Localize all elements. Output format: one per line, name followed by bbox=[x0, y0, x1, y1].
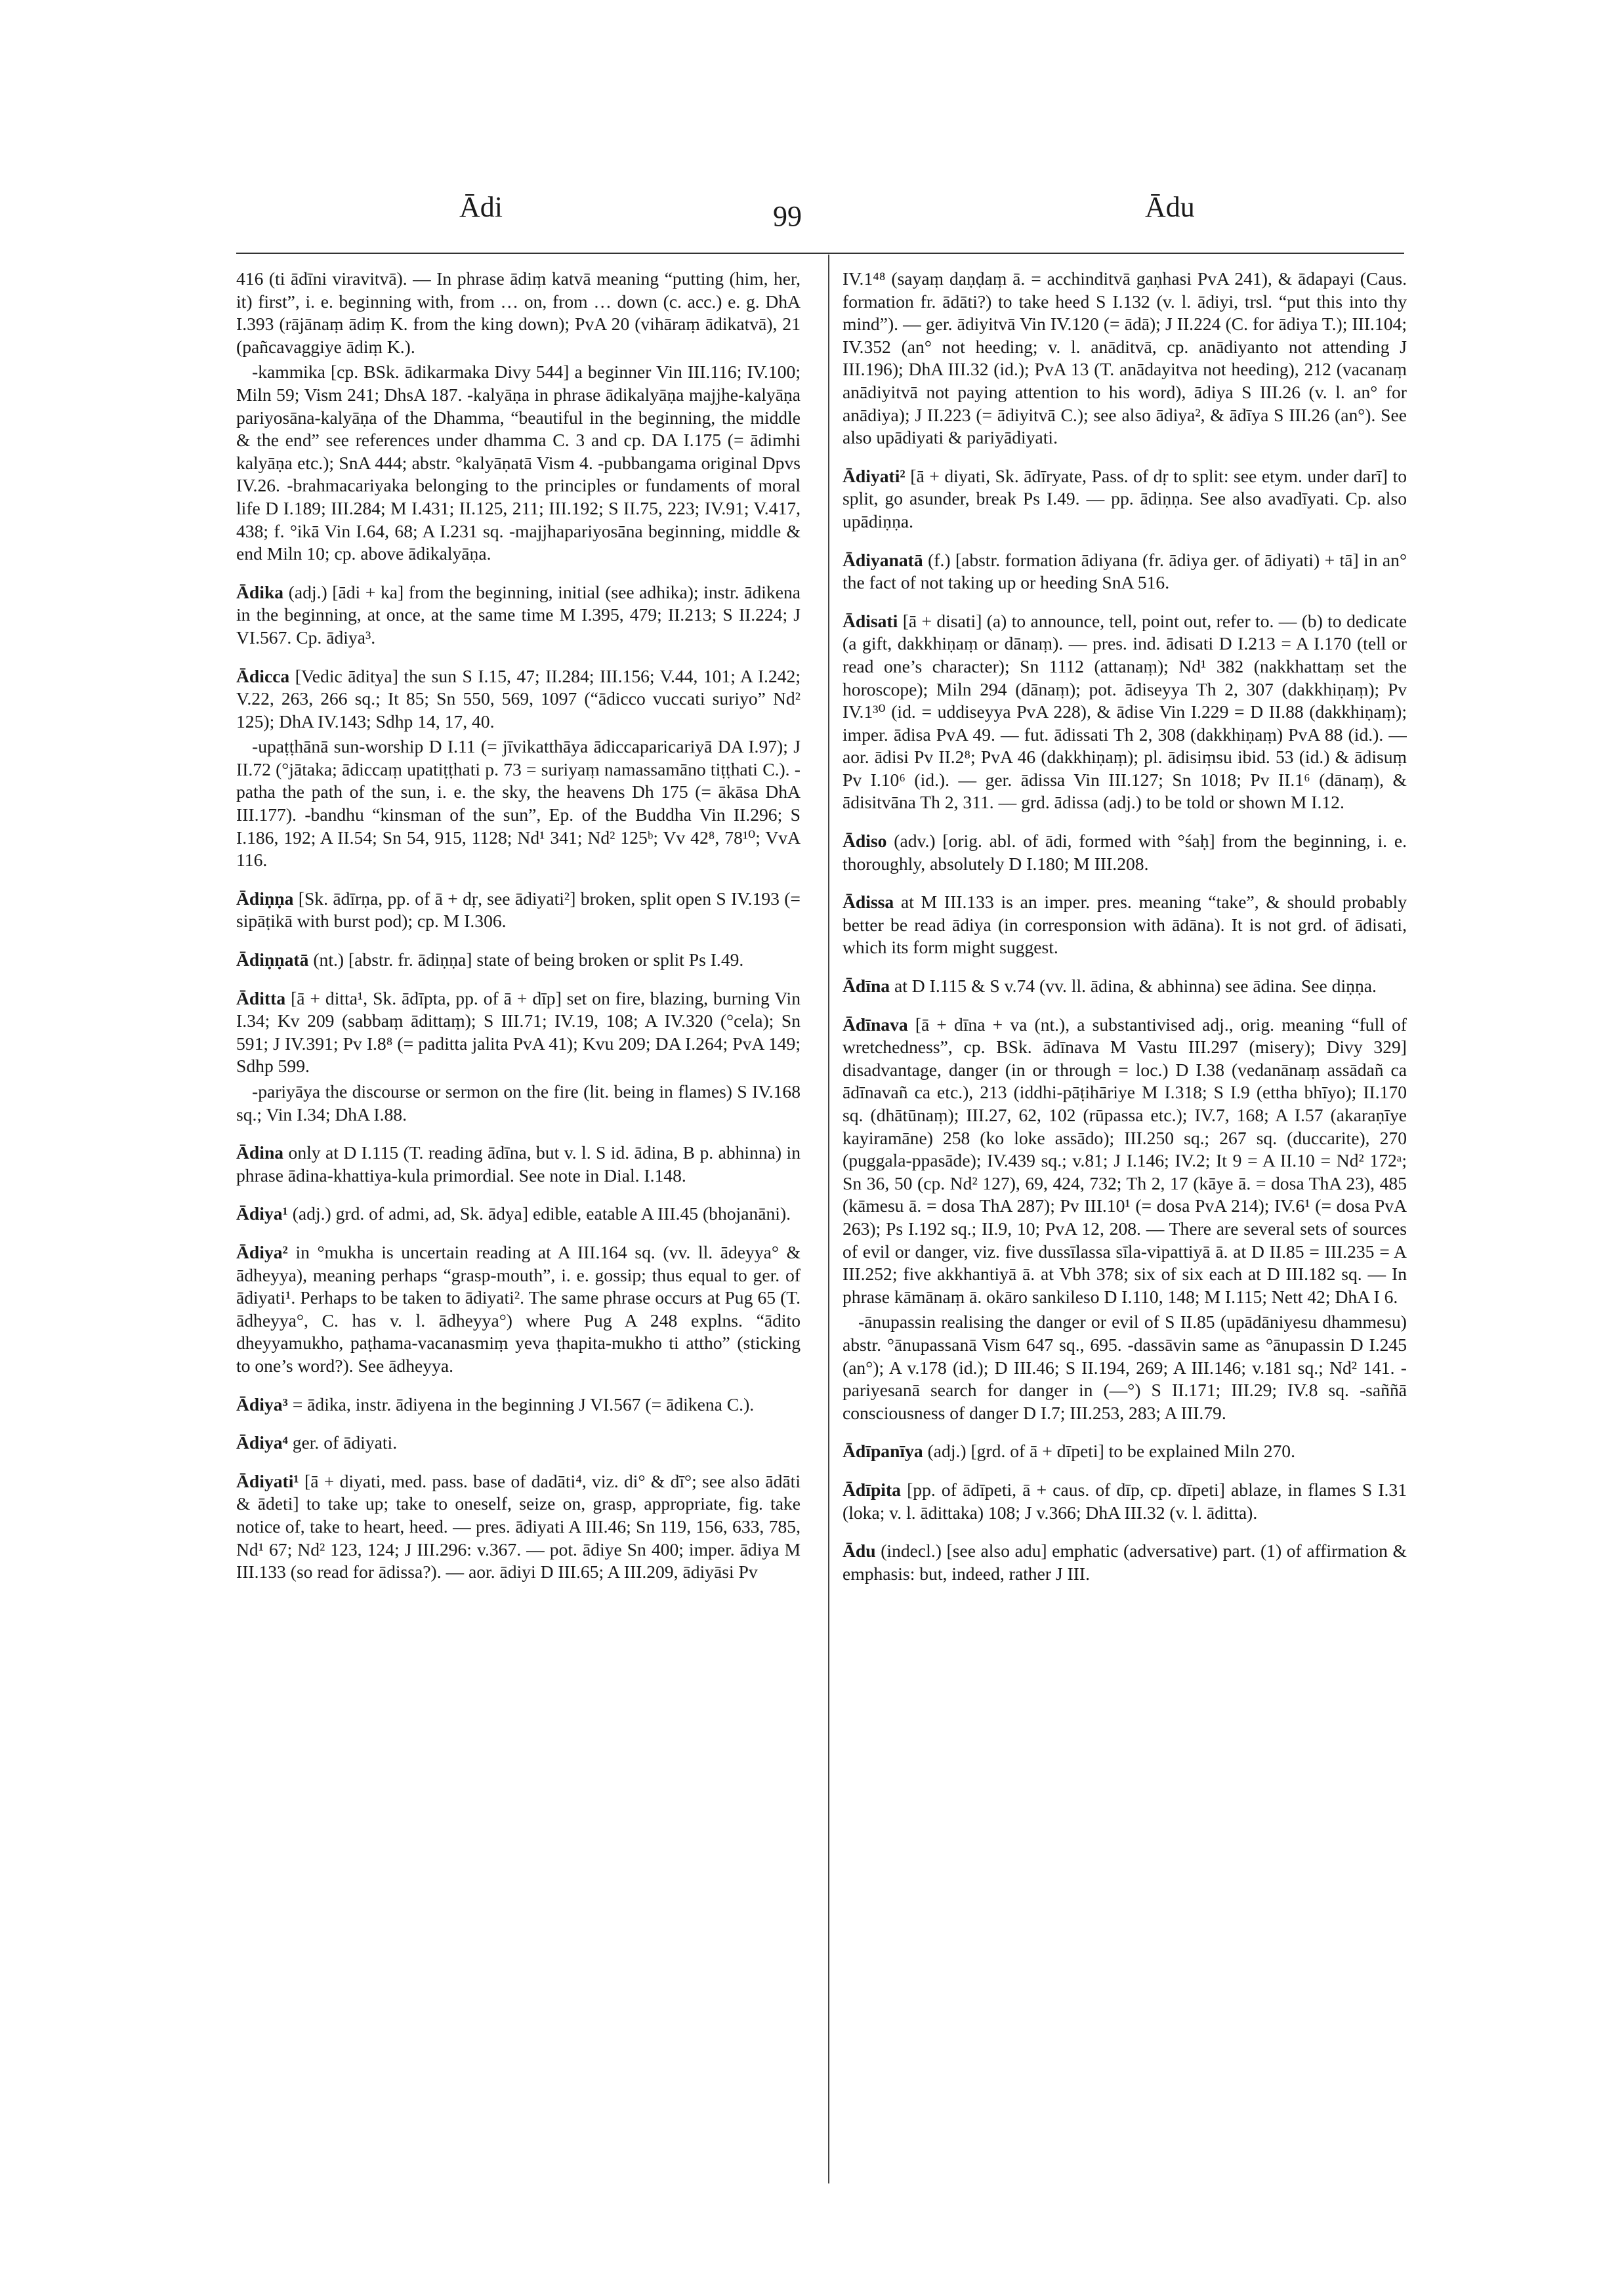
right-column bbox=[843, 268, 1407, 2236]
dictionary-entry-adiya3 bbox=[236, 1394, 801, 1416]
entry-text: (f.) [abstr. formation ādiyana (fr. ādiya ger. of ādiyati) + tā] in an° the fact of not taking up or heeding SnA 516. bbox=[843, 549, 1407, 593]
entry-text: [ā + ditta¹, Sk. ādīpta, pp. of ā + dīp] set on fire, blazing, burning Vin I.34; Kv 209 (sabbaṃ ādittaṃ); S III.71; IV.19, 108; A IV.320 (°cela); Sn 591; J IV.391; Pv I.8⁸ (= paditta jalita PvA 41); Kvu 209; DA I.264; PvA 149; Sdhp 599. bbox=[236, 987, 801, 1077]
entry-text: (adj.) [grd. of ā + dīpeti] to be explained Miln 270. bbox=[927, 1441, 1295, 1462]
entry-headword: Ādiṇṇa bbox=[236, 888, 294, 909]
entry-headword: Ādīna bbox=[843, 976, 890, 997]
entry-text: (adj.) grd. of admi, ad, Sk. ādya] edible, eatable A III.45 (bhojanāni). bbox=[292, 1203, 791, 1224]
entry-headword: Ādiyati² bbox=[843, 465, 906, 486]
entry-text: -kammika [cp. BSk. ādikarmaka Divy 544] a beginner Vin III.116; IV.100; Miln 59; Vism 241; DhsA 187. -kalyāṇa in phrase ādikalyāṇa majjhe-kalyāṇa pariyosāna-kalyāṇa of the Dhamma, “beautiful in the beginning, the middle & the end” see references under dhamma C. 3 and cp. DA I.175 (= ādimhi kalyāṇa etc.); SnA 444; abstr. °kalyāṇatā Vism 4. -pubbangama original Dpvs IV.26. -brahmacariyaka belonging to the principles or fundaments of moral life D I.189; III.284; M I.431; II.125, 211; III.192; S II.75, 223; IV.91; V.417, 438; f. °ikā Vin I.64, 68; A I.231 sq. -majjhapariyosāna beginning, middle & end Miln 10; cp. above ādikalyāṇa. bbox=[236, 362, 801, 564]
dictionary-entry-adisati bbox=[843, 610, 1407, 814]
entry-text: -upaṭṭhānā sun-worship D I.11 (= jīvikatthāya ādiccaparicariyā DA I.97); J II.72 (°jātaka; ādiccaṃ upatiṭṭhati p. 73 = suriyaṃ namassamāno tiṭṭhati C.). -patha the path of the sun, i. e. the sky, the heavens Dh 175 (= ākāsa DhA III.177). -bandhu “kinsman of the sun”, Ep. of the Buddha Vin II.296; S I.186, 192; A II.54; Sn 54, 915, 1128; Nd¹ 341; Nd² 125ᵇ; Vv 42⁸, 78¹⁰; VvA 116. bbox=[236, 736, 801, 871]
entry-text: only at D I.115 (T. reading ādīna, but v. l. S id. ādina, B p. abhinna) in phrase ādina-khattiya-kula primordial. See note in Dial. I.148. bbox=[236, 1142, 801, 1186]
entry-headword: Ādissa bbox=[843, 892, 894, 913]
entry-text: [Vedic āditya] the sun S I.15, 47; II.284; III.156; V.44, 101; A I.242; V.22, 263, 266 sq.; It 85; Sn 550, 569, 1097 (“ādicco vuccati suriyo” Nd² 125); DhA IV.143; Sdhp 14, 17, 40. bbox=[236, 665, 801, 732]
dictionary-entry-adika bbox=[236, 581, 801, 650]
dictionary-entry-adiso bbox=[843, 830, 1407, 875]
entry-text: ger. of ādiyati. bbox=[292, 1432, 398, 1453]
left-column bbox=[236, 268, 801, 2236]
dictionary-entry-adiyati1 bbox=[236, 1470, 801, 1584]
entry-headword: Ādicca bbox=[236, 665, 290, 686]
dictionary-entry-adiya2 bbox=[236, 1241, 801, 1378]
entry-text: [pp. of ādīpeti, ā + caus. of dīp, cp. dīpeti] ablaze, in flames S I.31 (loka; v. l. ādittaka) 108; J v.366; DhA III.32 (v. l. āditta). bbox=[843, 1479, 1407, 1523]
entry-text: (indecl.) [see also adu] emphatic (adversative) part. (1) of affirmation & emphasis: but, indeed, rather J III. bbox=[843, 1540, 1407, 1584]
entry-headword: Ādīpita bbox=[843, 1479, 901, 1500]
page-number: 99 bbox=[773, 200, 802, 232]
dictionary-entry-adinava bbox=[843, 1014, 1407, 1309]
entry-headword: Ādika bbox=[236, 581, 284, 602]
entry-text: -ānupassin realising the danger or evil of S II.85 (upādāniyesu dhammesu) abstr. °ānupassanā Vism 647 sq., 695. -dassāvin same as °ānupassin D I.245 (an°); A v.178 (id.); D III.46; S II.194, 269; A III.146; v.181 sq.; Nd² 141. -pariyesanā search for danger in (—°) S II.171; III.29; IV.8 sq. -saññā consciousness of danger D I.7; III.253, 283; A III.79. bbox=[843, 1312, 1407, 1423]
entry-text: (adj.) [ādi + ka] from the beginning, initial (see adhika); instr. ādikena in the beginning, at once, at the same time M I.395, 479; II.213; S II.224; J VI.567. Cp. ādiya³. bbox=[236, 581, 801, 648]
right-running-head: Ādu bbox=[1145, 191, 1195, 223]
entry-headword: Ādiya³ bbox=[236, 1394, 288, 1415]
entry-headword: Ādiṇṇatā bbox=[236, 949, 309, 970]
dictionary-entry-adina2 bbox=[843, 975, 1407, 998]
entry-text: [ā + dīna + va (nt.), a substantivised adj., orig. meaning “full of wretchedness”, cp. BSk. ādīnava M Vastu III.297 (misery); Divy 329] disadvantage, danger (in or through = loc.) D I.38 (vedanānaṃ assādañ ca ādīnavañ ca etc.), 213 (iddhi-pāṭihāriye M I.318; S I.9 (ettha bhīyo); II.170 sq. (dhātūnaṃ); III.27, 62, 102 (rūpassa etc.); IV.7, 168; A I.57 (akaraṇīye kayiramāne) 258 (ko loke assādo); III.250 sq.; 267 sq. (duccarite), 270 (puggala-ppasāde); IV.439 sq.; v.81; J I.146; IV.2; It 9 = A II.10 = Nd² 172ᵃ; Sn 36, 50 (cp. Nd² 127), 69, 424, 732; Th 2, 17 (kāye ā. = dosa ThA 23), 485 (kāmesu ā. = dosa ThA 287); Pv III.10¹ (= dosa PvA 214); IV.6¹ (= dosa PvA 263); Ps I.192 sq.; II.9, 10; PvA 12, 208. — There are several sets of sources of evil or danger, viz. five dussīlassa sīla-vipattiyā ā. at D II.85 = III.235 = A III.252; five akkhantiyā ā. at Vbh 378; six of six each at D III.182 sq. — In phrase kāmānaṃ ā. okāro sankileso D I.110, 148; M I.115; Nett 42; DhA I 6. bbox=[843, 1014, 1407, 1307]
entry-text: [ā + diyati, med. pass. base of dadāti⁴, viz. di° & dī°; see also ādāti & ādeti] to take up; take to oneself, seize on, grasp, appropriate, fig. take notice of, take to heart, heed. — pres. ādiyati A III.46; Sn 119, 156, 633, 785, Nd¹ 67; Nd² 123, 124; J III.296: v.367. — pot. ādiye Sn 400; imper. ādiya M III.133 (so read for ādissa?). — aor. ādiyi D III.65; A III.209, ādiyāsi Pv bbox=[236, 1470, 801, 1582]
dictionary-entry-adinna bbox=[236, 888, 801, 933]
dictionary-entry-adipaniya bbox=[843, 1440, 1407, 1463]
entry-headword: Ādu bbox=[843, 1540, 876, 1561]
dictionary-entry-adiyati2 bbox=[843, 465, 1407, 533]
column-divider bbox=[828, 255, 829, 2183]
dictionary-entry-adissa bbox=[843, 891, 1407, 959]
dictionary-entry-adinava-sub bbox=[843, 1311, 1407, 1424]
page-header bbox=[0, 190, 1624, 243]
entry-text: [Sk. ādīrṇa, pp. of ā + dṛ, see ādiyati²] broken, split open S IV.193 (= sipāṭikā with burst pod); cp. M I.306. bbox=[236, 888, 801, 932]
entry-headword: Ādīnava bbox=[843, 1014, 908, 1035]
dictionary-entry-adicca-sub bbox=[236, 735, 801, 872]
left-running-head: Ādi bbox=[459, 191, 503, 223]
entry-text: [ā + diyati, Sk. ādīryate, Pass. of dṛ to split: see etym. under darī] to split, go asunder, break Ps I.49. — pp. ādiṇṇa. See also avadīyati. Cp. also upādiṇṇa. bbox=[843, 465, 1407, 531]
entry-headword: Ādisati bbox=[843, 610, 898, 631]
entry-headword: Ādina bbox=[236, 1142, 284, 1163]
entry-headword: Ādiyanatā bbox=[843, 549, 923, 570]
entry-headword: Ādiyati¹ bbox=[236, 1470, 299, 1491]
dictionary-entry-adipita bbox=[843, 1479, 1407, 1524]
entry-text: at M III.133 is an imper. pres. meaning “take”, & should probably better be read ādiya (in corresponsion with ādāna). It is not grd. of ādisati, which its form might suggest. bbox=[843, 892, 1407, 958]
entry-headword: Ādiso bbox=[843, 831, 887, 852]
entry-text: [ā + disati] (a) to announce, tell, point out, refer to. — (b) to dedicate (a gift, dakkhiṇaṃ or dānaṃ). — pres. ind. ādisati D I.213 = A I.170 (tell or read one’s character); Sn 1112 (attanaṃ); Nd¹ 382 (nakkhattaṃ set the horoscope); Miln 294 (dānaṃ); pot. ādiseyya Th 2, 307 (dakkhiṇaṃ); Pv IV.1³⁰ (id. = uddiseyya PvA 228), & ādise Vin I.229 = D II.88 (dakkhiṇaṃ); imper. ādisa PvA 49. — fut. ādissati Th 2, 308 (dakkhiṇaṃ) PvA 88 (id.). — aor. ādisi Pv II.2⁸; PvA 46 (dakkhiṇaṃ); pl. ādisiṃsu ibid. 53 (id.) & ādisuṃ Pv I.10⁶ (id.). — ger. ādissa Vin III.127; Sn 1018; Pv II.1⁶ (dānaṃ), & ādisitvāna Th 2, 311. — grd. ādissa (adj.) to be told or shown M I.12. bbox=[843, 610, 1407, 813]
dictionary-entry-adinnata bbox=[236, 949, 801, 972]
entry-text: IV.1⁴⁸ (sayaṃ daṇḍaṃ ā. = acchinditvā gaṇhasi PvA 241), & ādapayi (Caus. formation fr. ādāti?) to take heed S I.132 (v. l. ādiyi, trsl. “put this into thy mind”). — ger. ādiyitvā Vin IV.120 (= ādā); J II.224 (C. for ādiya T.); III.104; IV.352 (an° not heeding; v. l. anāditvā, cp. anādiyanto not attending J III.196); DhA III.32 (id.); PvA 13 (T. anādayitva not heeding), 212 (vacanaṃ anādiyitvā not paying attention to his word), ādiya S III.26 (v. l. an° for anādiya); J II.223 (= ādiyitvā C.); see also ādiya², & ādīya S III.26 (an°). See also upādiyati & pariyādiyati. bbox=[843, 268, 1407, 448]
dictionary-entry-adiyati1-cont bbox=[843, 268, 1407, 449]
entry-headword: Ādiya⁴ bbox=[236, 1432, 288, 1453]
entry-text: (adv.) [orig. abl. of ādi, formed with °śaḥ] from the beginning, i. e. thoroughly, absolutely D I.180; M III.208. bbox=[843, 831, 1407, 874]
dictionary-entry-adiyanata bbox=[843, 549, 1407, 594]
entry-text: 416 (ti ādīni viravitvā). — In phrase ādiṃ katvā meaning “putting (him, her, it) first”, i. e. beginning with, from … on, from … down (c. acc.) e. g. DhA I.393 (rājānaṃ ādiṃ K. from the king down); PvA 20 (vihāraṃ ādikatvā), 21 (pañcavaggiye ādiṃ K.). bbox=[236, 268, 801, 357]
entry-headword: Ādiya² bbox=[236, 1241, 288, 1262]
dictionary-entry-adiya1 bbox=[236, 1203, 801, 1226]
dictionary-entry-adi-kammika bbox=[236, 361, 801, 565]
entry-text: = ādika, instr. ādiyena in the beginning J VI.567 (= ādikena C.). bbox=[292, 1394, 755, 1415]
entry-headword: Āditta bbox=[236, 987, 286, 1008]
dictionary-entry-aditta-sub bbox=[236, 1081, 801, 1126]
dictionary-entry-adina bbox=[236, 1142, 801, 1187]
entry-text: -pariyāya the discourse or sermon on the fire (lit. being in flames) S IV.168 sq.; Vin I.34; DhA I.88. bbox=[236, 1081, 801, 1125]
entry-headword: Ādiya¹ bbox=[236, 1203, 288, 1224]
header-rule bbox=[236, 253, 1404, 254]
dictionary-entry-adu bbox=[843, 1540, 1407, 1585]
dictionary-entry-aditta bbox=[236, 987, 801, 1078]
entry-text: at D I.115 & S v.74 (vv. ll. ādina, & abhinna) see ādina. See diṇṇa. bbox=[894, 976, 1377, 997]
dictionary-entry-adiya4 bbox=[236, 1432, 801, 1455]
dictionary-entry-adicca bbox=[236, 665, 801, 734]
dictionary-entry-adi-cont bbox=[236, 268, 801, 358]
entry-headword: Ādīpanīya bbox=[843, 1441, 923, 1462]
entry-text: in °mukha is uncertain reading at A III.164 sq. (vv. ll. ādeyya° & ādheyya), meaning perhaps “grasp-mouth”, i. e. gossip; thus equal to ger. of ādiyati¹. Perhaps to be taken to ādiyati². The same phrase occurs at Pug 65 (T. ādheyya°, C. has v. l. ādheyya°) where Pug A 248 explns. “ādito dheyyamukho, paṭhama-vacanasmiṃ yeva ṭhapita-mukho ti attho” (sticking to one’s word?). See ādheyya. bbox=[236, 1241, 801, 1376]
entry-text: (nt.) [abstr. fr. ādiṇṇa] state of being broken or split Ps I.49. bbox=[313, 949, 744, 970]
